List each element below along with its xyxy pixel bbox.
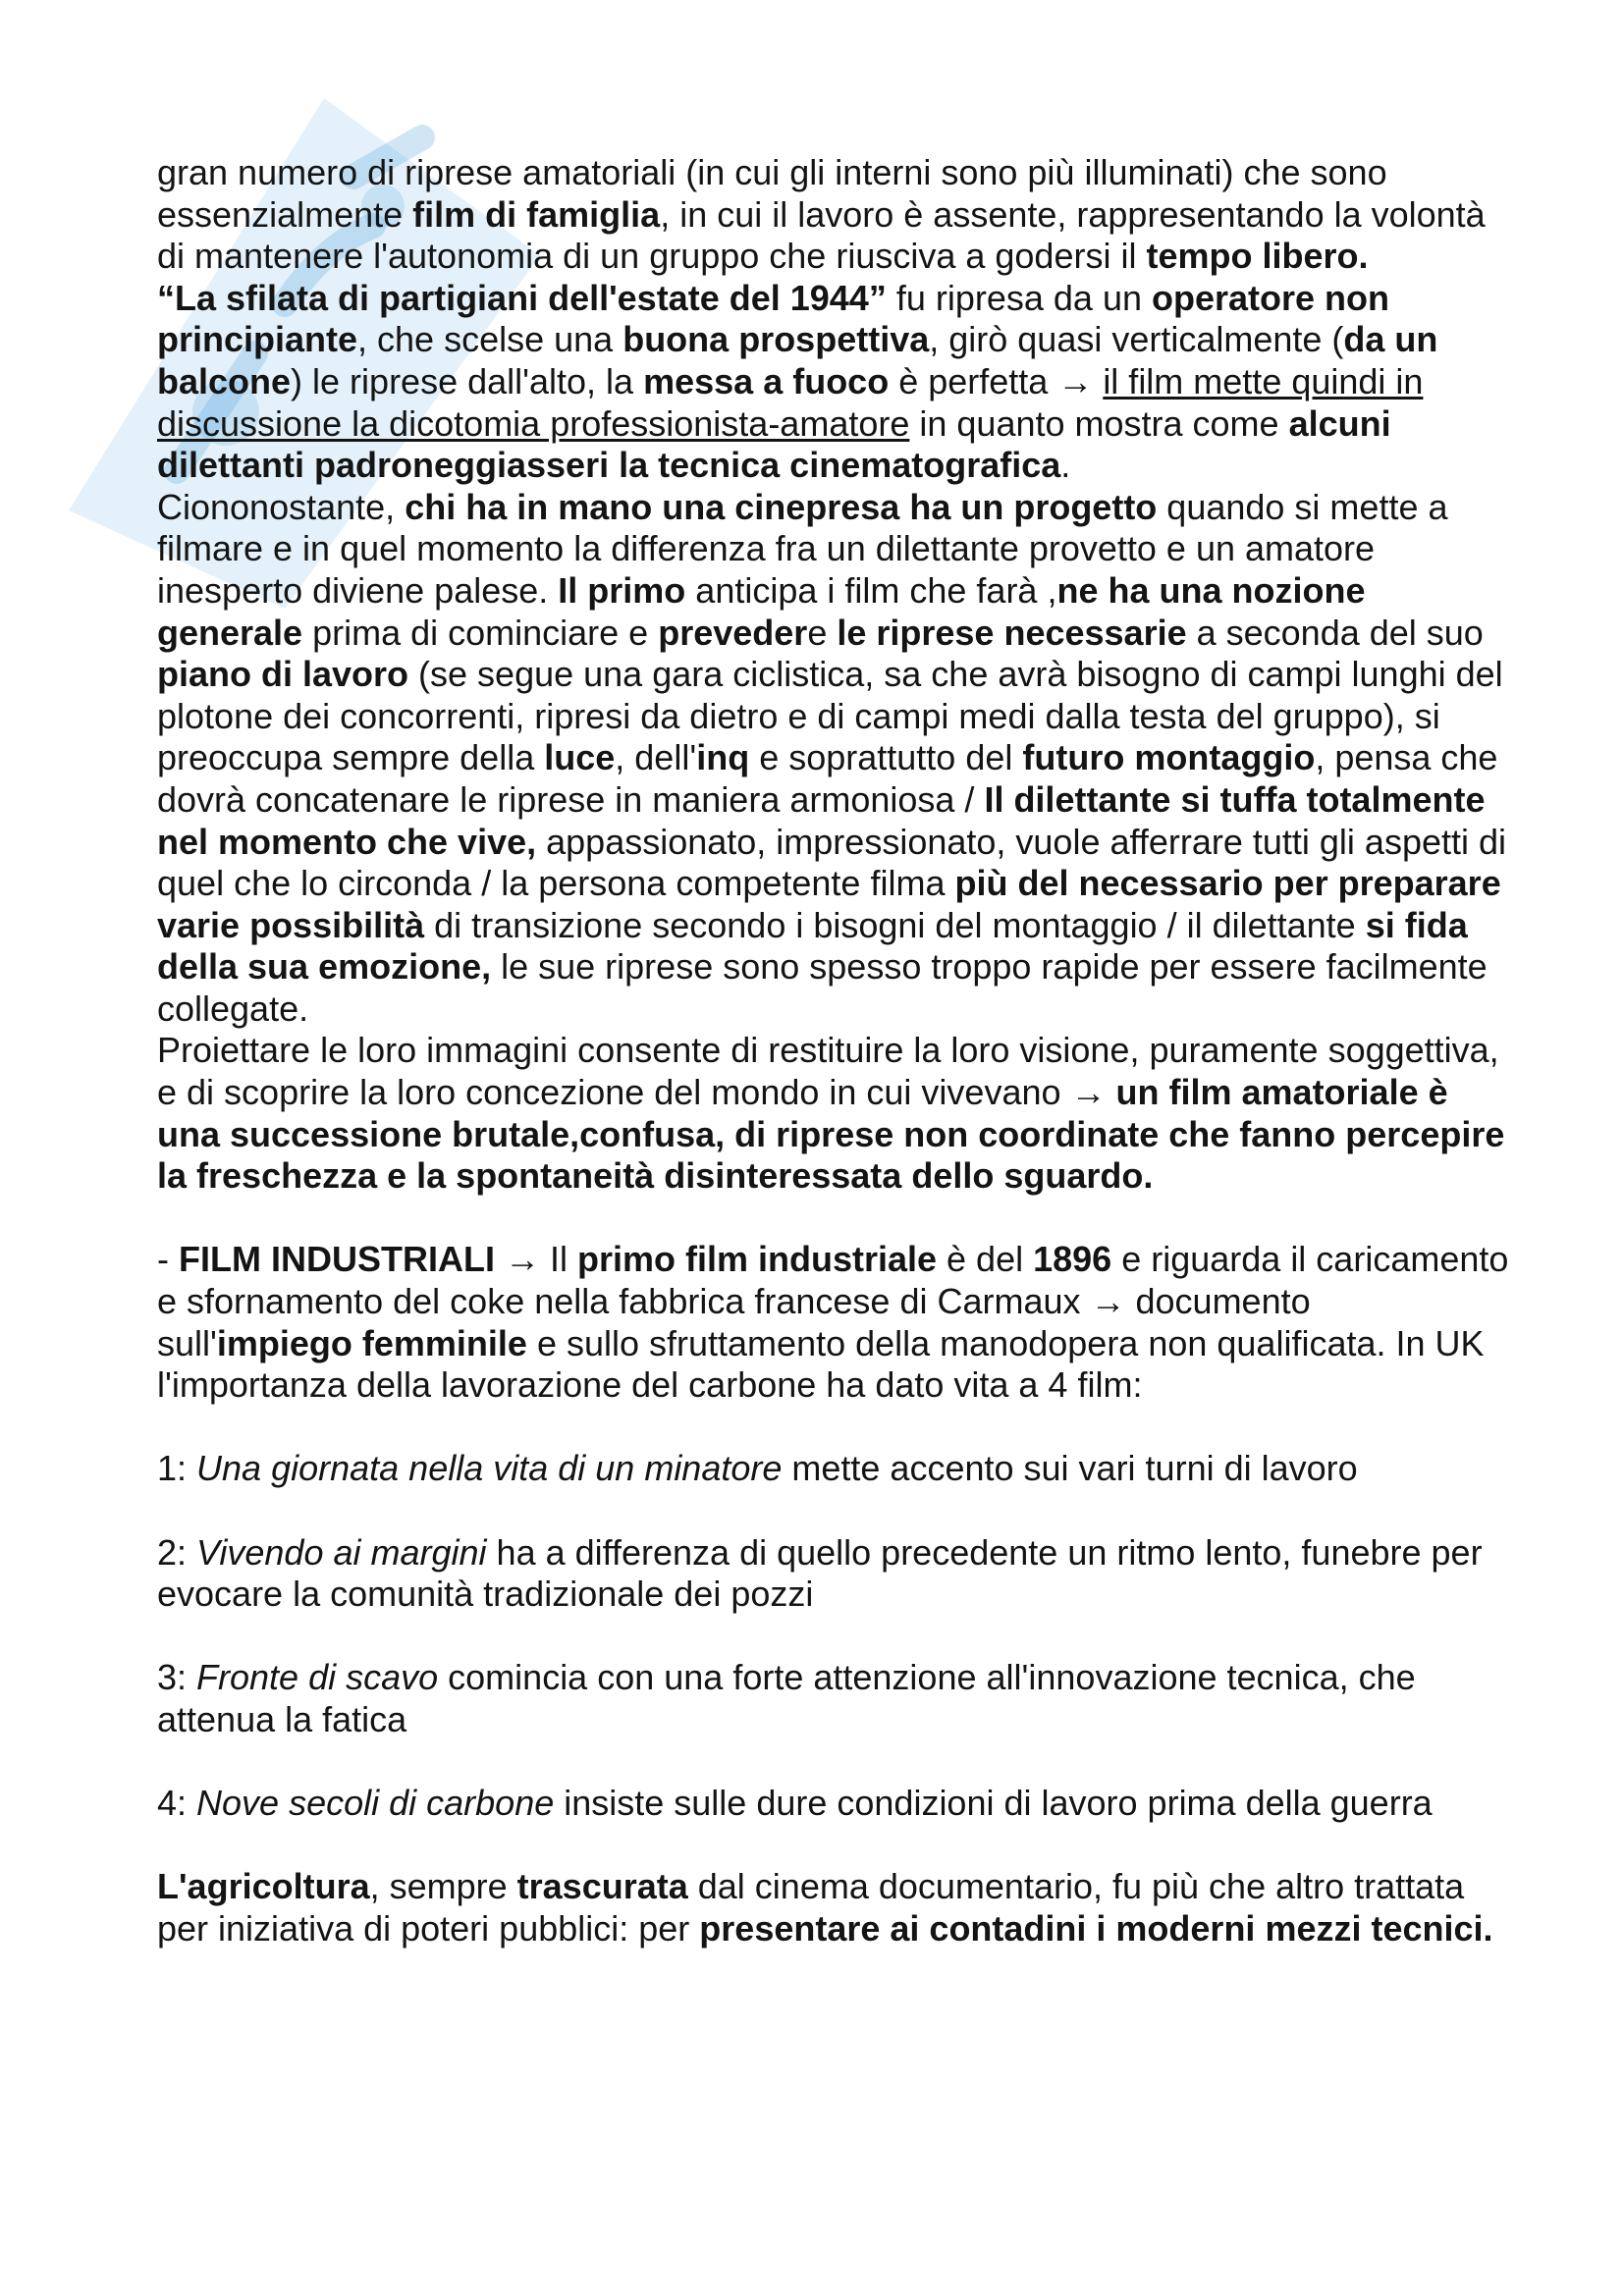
paragraph-p9	[157, 1783, 1512, 1825]
text-run: mette accento sui vari turni di lavoro	[782, 1448, 1358, 1489]
document-body	[157, 152, 1512, 1950]
text-run: a seconda del suo	[1186, 612, 1484, 653]
text-run: appassionato, impressionato, vuole afferrare tutti gli aspetti di quel che lo circonda / la persona competente filma	[157, 821, 1507, 904]
bold-text: messa a fuoco	[643, 360, 890, 401]
text-run: (se segue una gara ciclistica, sa che avrà bisogno di campi lunghi del plotone dei concorrenti, ripresi da dietro e di campi medi dalla testa del gruppo), si preoccupa sempre della	[157, 654, 1503, 778]
text-run: , che scelse una	[357, 319, 623, 360]
bold-text: piano di lavoro	[157, 654, 409, 695]
bold-text: FILM INDUSTRIALI	[179, 1239, 495, 1280]
text-run: in quanto mostra come	[909, 402, 1289, 444]
text-run: , dell'	[615, 737, 697, 778]
paragraph-spacer	[157, 1490, 1512, 1532]
text-run: dal cinema documentario, fu più che altro trattata per iniziativa di poteri pubblici: per	[157, 1866, 1465, 1949]
paragraph-spacer	[157, 1198, 1512, 1240]
bold-text: inq	[696, 737, 750, 778]
bold-text: Il dilettante si tuffa totalmente nel momento che vive,	[157, 778, 1486, 862]
bold-text: futuro montaggio	[1022, 737, 1316, 778]
italic-title: Fronte di scavo	[196, 1657, 439, 1698]
bold-text: “La sfilata di partigiani dell'estate del 1944”	[157, 277, 887, 318]
bold-text: tempo libero.	[1146, 236, 1369, 277]
text-run: e sullo sfruttamento della manodopera non qualificata. In UK l'importanza della lavorazione del carbone ha dato vita a 4 film:	[157, 1322, 1485, 1406]
text-run: comincia con una forte attenzione all'innovazione tecnica, che attenua la fatica	[157, 1657, 1416, 1739]
bold-text: impiego femminile	[216, 1322, 527, 1363]
text-run: , sempre	[369, 1866, 517, 1907]
text-run: 1:	[157, 1448, 197, 1489]
paragraph-p7	[157, 1532, 1512, 1616]
bold-text: da un balcone	[157, 319, 1438, 401]
text-run: fu ripresa da un	[886, 277, 1152, 318]
paragraph-p5	[157, 1239, 1512, 1406]
text-run: ha a differenza di quello precedente un ritmo lento, funebre per evocare la comunità tradizionale dei pozzi	[157, 1531, 1483, 1615]
bold-text: preveder	[658, 612, 808, 653]
text-run: insiste sulle dure condizioni di lavoro prima della guerra	[554, 1783, 1433, 1824]
bold-text: trascurata	[516, 1866, 688, 1907]
text-run: di transizione secondo i bisogni del montaggio / il dilettante	[424, 904, 1366, 945]
text-run: , in cui il lavoro è assente, rappresentando la volontà di mantenere l'autonomia di un gruppo che riusciva a godersi il	[157, 193, 1486, 277]
text-run: anticipa i film che farà ,	[685, 569, 1057, 611]
bold-text: le riprese necessarie	[837, 612, 1187, 653]
bold-text: film di famiglia	[412, 193, 661, 235]
paragraph-spacer	[157, 1741, 1512, 1784]
bold-text: L'agricoltura	[157, 1866, 370, 1907]
bold-text: più del necessario per preparare varie possibilità	[157, 863, 1501, 945]
bold-text: buona prospettiva	[622, 319, 930, 360]
paragraph-p8	[157, 1657, 1512, 1740]
paragraph-p1	[157, 152, 1512, 278]
text-run: 2:	[157, 1531, 197, 1573]
text-run: e	[807, 612, 838, 653]
text-run: .	[1060, 445, 1071, 486]
text-run: Ciononostante,	[157, 486, 406, 527]
text-run: prima di cominciare e	[302, 612, 659, 653]
italic-title: Una giornata nella vita di un minatore	[196, 1448, 783, 1489]
italic-title: Nove secoli di carbone	[196, 1783, 555, 1824]
text-run: gran numero di riprese amatoriali (in cui gli interni sono più illuminati) che sono essenzialmente	[157, 152, 1387, 235]
text-run: -	[157, 1239, 179, 1280]
paragraph-spacer	[157, 1616, 1512, 1658]
text-run: le sue riprese sono spesso troppo rapide per essere facilmente collegate.	[157, 946, 1488, 1029]
bold-text: operatore non principiante	[157, 277, 1390, 360]
bold-text: 1896	[1033, 1239, 1112, 1280]
paragraph-p4	[157, 1030, 1512, 1197]
bold-text: chi ha in mano una cinepresa ha un progetto	[405, 486, 1158, 527]
paragraph-spacer	[157, 1407, 1512, 1449]
bold-text: un film amatoriale è una successione brutale,confusa, di riprese non coordinate che fanno percepire la freschezza e la spontaneità disinteressata dello sguardo.	[157, 1072, 1505, 1197]
bold-text: primo film industriale	[576, 1239, 938, 1280]
text-run: ) le riprese dall'alto, la	[291, 360, 644, 401]
bold-text: alcuni dilettanti padroneggiasseri la tecnica cinematografica	[157, 402, 1391, 486]
bold-text: si fida della sua emozione,	[157, 904, 1468, 988]
text-run: , pensa che dovrà concatenare le riprese in maniera armoniosa /	[157, 737, 1498, 820]
bold-text: presentare ai contadini i moderni mezzi tecnici.	[699, 1907, 1493, 1949]
bold-text: luce	[544, 737, 616, 778]
paragraph-p3	[157, 487, 1512, 1031]
text-run: → Il	[494, 1239, 577, 1280]
italic-title: Vivendo ai margini	[196, 1531, 487, 1573]
text-run: e riguarda il caricamento e sfornamento del coke nella fabbrica francese di Carmaux → documento sull'	[157, 1239, 1509, 1363]
text-run: 3:	[157, 1657, 197, 1698]
text-run: 4:	[157, 1783, 197, 1824]
text-run: è perfetta →	[889, 360, 1104, 401]
text-run: è del	[937, 1239, 1034, 1280]
bold-text: ne ha una nozione generale	[157, 569, 1366, 653]
paragraph-spacer	[157, 1825, 1512, 1867]
underlined-text: il film mette quindi in discussione la dicotomia professionista-amatore	[157, 360, 1424, 444]
paragraph-p6	[157, 1448, 1512, 1490]
text-run: Proiettare le loro immagini consente di restituire la loro visione, puramente soggettiva, e di scoprire la loro concezione del mondo in cui vivevano →	[157, 1030, 1499, 1113]
text-run: quando si mette a filmare e in quel momento la differenza fra un dilettante provetto e un amatore inesperto diviene palese.	[157, 486, 1448, 611]
bold-text: Il primo	[558, 569, 686, 611]
text-run: e soprattutto del	[749, 737, 1023, 778]
paragraph-p10	[157, 1866, 1512, 1949]
text-run: , girò quasi verticalmente (	[929, 319, 1344, 360]
paragraph-p2	[157, 278, 1512, 487]
